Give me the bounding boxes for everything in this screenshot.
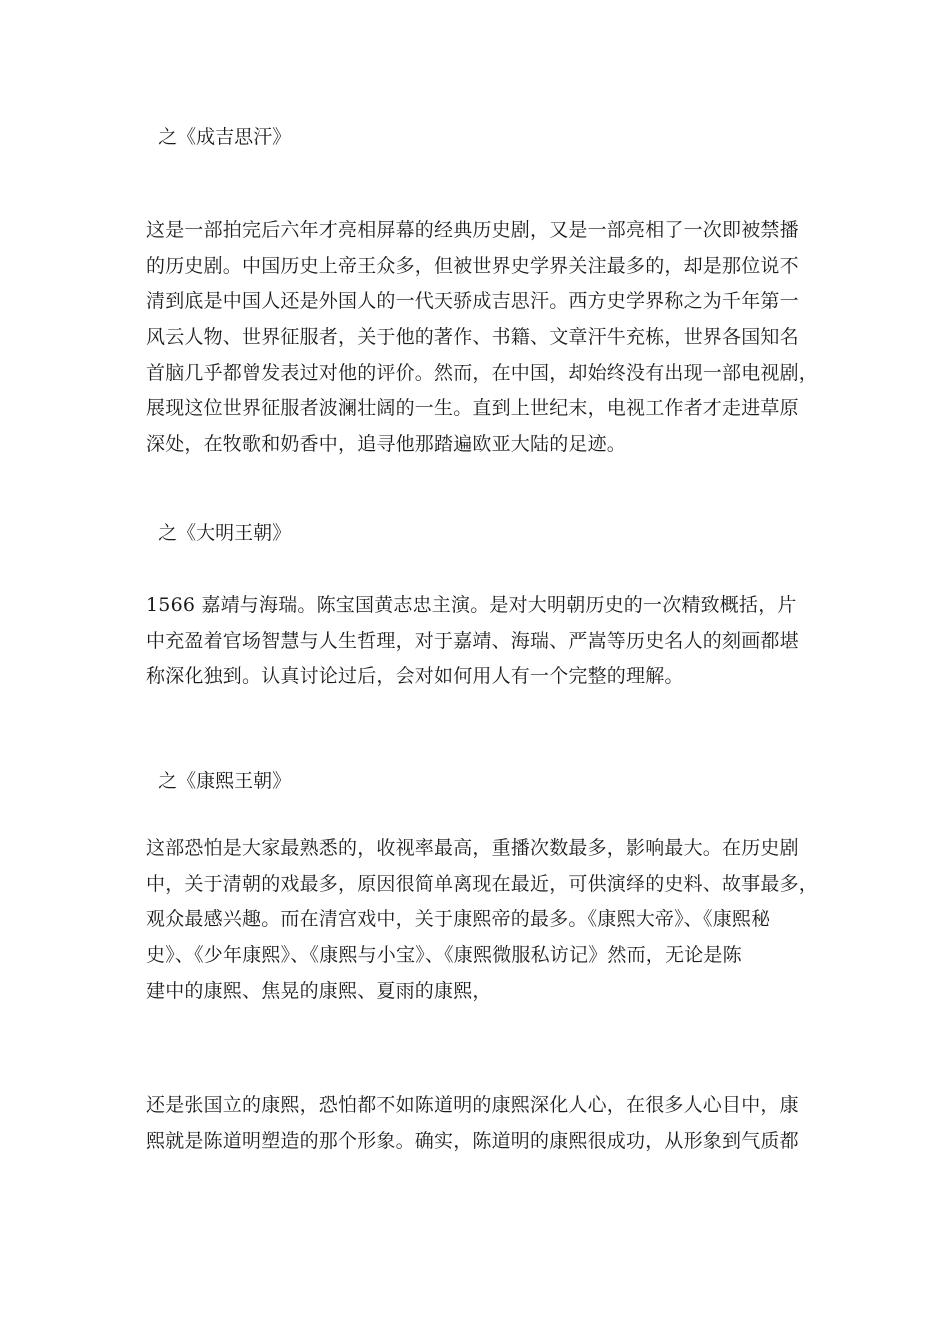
text-line: 风云人物、世界征服者，关于他的著作、书籍、文章汗牛充栋，世界各国知名 <box>146 326 799 349</box>
text-line: 熙就是陈道明塑造的那个形象。确实，陈道明的康熙很成功，从形象到气质都 <box>146 1129 799 1152</box>
text-line: 中充盈着官场智慧与人生哲理，对于嘉靖、海瑞、严嵩等历史名人的刻画都堪 <box>146 629 799 652</box>
text-line: 清到底是中国人还是外国人的一代天骄成吉思汗。西方史学界称之为千年第一 <box>146 290 799 313</box>
section-heading-genghis-khan: 之《成吉思汗》 <box>146 126 292 148</box>
text-line: 还是张国立的康熙，恐怕都不如陈道明的康熙深化人心，在很多人心目中，康 <box>146 1094 799 1116</box>
paragraph-great-ming <box>146 588 808 695</box>
section-heading-great-ming: 之《大明王朝》 <box>146 522 292 544</box>
section-heading-kangxi: 之《康熙王朝》 <box>146 770 292 792</box>
text-line: 展现这位世界征服者波澜壮阔的一生。直到上世纪末，电视工作者才走进草原 <box>146 397 799 420</box>
paragraph-kangxi <box>146 831 819 1009</box>
paragraph-kangxi-continued <box>146 1088 808 1159</box>
text-line: 1566 嘉靖与海瑞。陈宝国黄志忠主演。是对大明朝历史的一次精致概括，片 <box>146 594 797 616</box>
text-line: 这部恐怕是大家最熟悉的，收视率最高，重播次数最多，影响最大。在历史剧 <box>146 837 799 859</box>
text-line: 首脑几乎都曾发表过对他的评价。然而，在中国，却始终没有出现一部电视剧， <box>146 361 819 384</box>
text-line: 这是一部拍完后六年才亮相屏幕的经典历史剧，又是一部亮相了一次即被禁播 <box>146 219 799 241</box>
text-line: 的历史剧。中国历史上帝王众多，但被世界史学界关注最多的，却是那位说不 <box>146 254 799 277</box>
text-line: 中，关于清朝的戏最多，原因很简单离现在最近，可供演绎的史料、故事最多， <box>146 872 819 895</box>
text-line: 观众最感兴趣。而在清宫戏中，关于康熙帝的最多。《康熙大帝》、《康熙秘 <box>146 908 771 931</box>
paragraph-genghis-khan <box>146 213 819 463</box>
text-line: 史》、《少年康熙》、《康熙与小宝》、《康熙微服私访记》然而，无论是陈 <box>146 944 742 967</box>
text-line: 深处，在牧歌和奶香中，追寻他那踏遍欧亚大陆的足迹。 <box>146 433 627 456</box>
text-line: 称深化独到。认真讨论过后，会对如何用人有一个完整的理解。 <box>146 665 684 688</box>
text-line: 建中的康熙、焦晃的康熙、夏雨的康熙， <box>146 979 492 1002</box>
